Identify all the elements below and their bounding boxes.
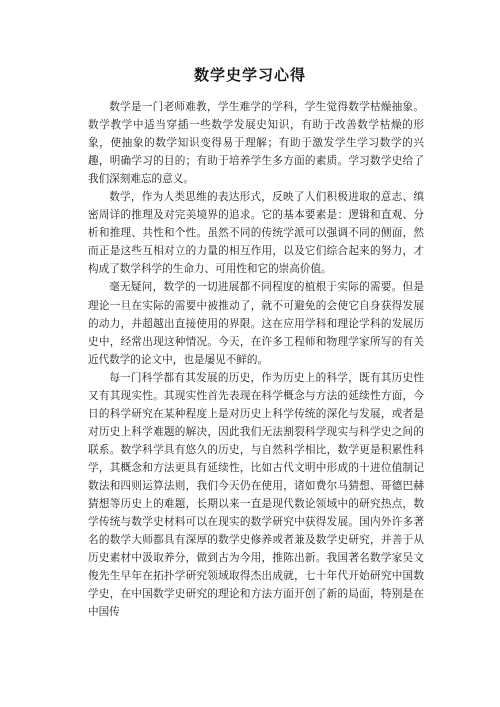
paragraph-2: 数学，作为人类思维的表达形式，反映了人们积极进取的意志、缜密周详的推理及对完美境界的追求。它的基本要素是：逻辑和直观、分析和推理、共性和个性。虽然不同的传统学派可以强调不同的侧面，然而正是这些互相对立的力量的相互作用，以及它们综合起来的努力，才构成了数学科学的生命力、可用性和它的崇高价值。 (88, 191, 424, 276)
paragraph-3: 毫无疑问，数学的一切进展都不同程度的植根于实际的需要。但是理论一旦在实际的需要中被推动了，就不可避免的会使它自身获得发展的动力，并超越出直接使用的界限。这在应用学科和理论学科的发展历史中，经常出现这种情况。今天，在许多工程师和物理学家所写的有关近代数学的论文中，也是屡见不鲜的。 (88, 281, 424, 366)
document-title: 数学史学习心得 (193, 66, 306, 84)
paragraph-4: 每一门科学都有其发展的历史，作为历史上的科学，既有其历史性又有其现实性。其现实性首先表现在科学概念与方法的延续性方面，今日的科学研究在某种程度上是对历史上科学传统的深化与发展，或者是对历史上科学难题的解决，因此我们无法割裂科学现实与科学史之间的联系。数学科学具有悠久的历史，与自然科学相比，数学更是积累性科学，其概念和方法更具有延续性，比如古代文明中形成的十进位值制记数法和四则运算法则，我们今天仍在使用，诸如费尔马猜想、哥德巴赫猜想等历史上的难题，长期以来一直是现代数论领域中的研究热点，数学传统与数学史材料可以在现实的数学研究中获得发展。国内外许多著名的数学大师都具有深厚的数学史修养或者兼及数学史研究，并善于从历史素材中汲取养分，做到古为今用，推陈出新。我国著名数学家吴文俊先生早年在拓扑学研究领域取得杰出成就，七十年代开始研究中国数学史，在中国数学史研究的理论和方法方面开创了新的局面，特别是在中国传 (88, 371, 424, 619)
paragraph-1: 数学是一门老师难教，学生难学的学科，学生觉得数学枯燥抽象。数学教学中适当穿插一些数学发展史知识，有助于改善数学枯燥的形象，使抽象的数学知识变得易于理解；有助于激发学生学习数学的兴趣，明确学习的目的；有助于培养学生多方面的素质。学习数学史给了我们深刻难忘的意义。 (88, 101, 424, 186)
document-body (88, 98, 424, 621)
